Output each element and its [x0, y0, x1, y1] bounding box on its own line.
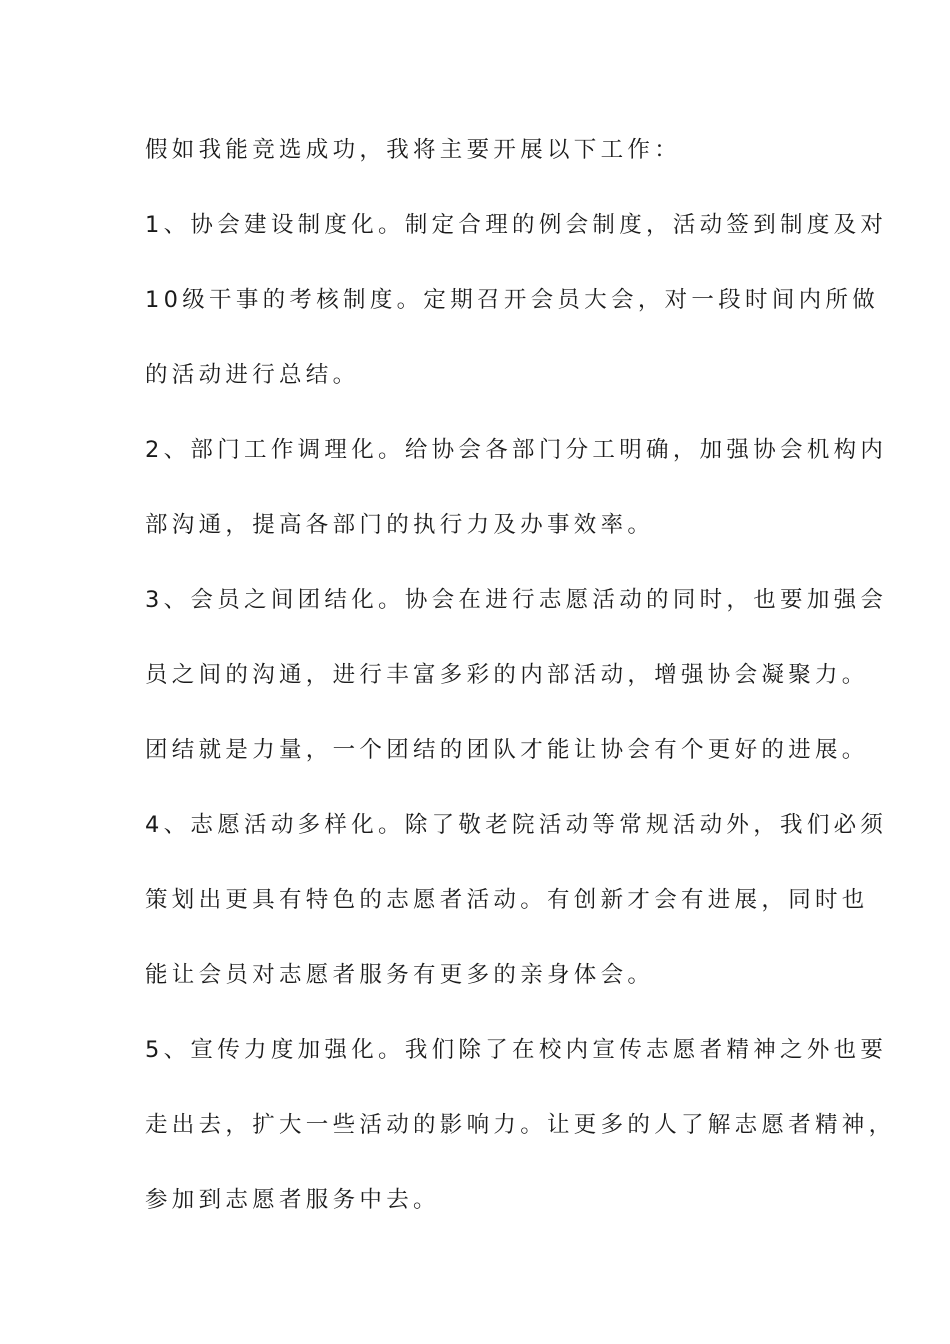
item-3-line-1: 3、会员之间团结化。协会在进行志愿活动的同时，也要加强会: [145, 587, 888, 613]
intro-line: 假如我能竞选成功，我将主要开展以下工作：: [145, 137, 682, 163]
item-2-line-1: 2、部门工作调理化。给协会各部门分工明确，加强协会机构内: [145, 437, 888, 463]
item-4-line-3: 能让会员对志愿者服务有更多的亲身体会。: [145, 962, 655, 988]
item-4-line-2: 策划出更具有特色的志愿者活动。有创新才会有进展，同时也: [145, 887, 869, 913]
item-3-line-2: 员之间的沟通，进行丰富多彩的内部活动，增强协会凝聚力。: [145, 662, 869, 688]
document-body: [145, 132, 896, 1257]
item-5-line-1: 5、宣传力度加强化。我们除了在校内宣传志愿者精神之外也要: [145, 1037, 888, 1063]
item-5-line-2: 走出去，扩大一些活动的影响力。让更多的人了解志愿者精神，: [145, 1112, 896, 1138]
item-1-line-3: 的活动进行总结。: [145, 362, 360, 388]
item-5-line-3: 参加到志愿者服务中去。: [145, 1187, 440, 1213]
item-4-line-1: 4、志愿活动多样化。除了敬老院活动等常规活动外，我们必须: [145, 812, 888, 838]
item-1-line-1: 1、协会建设制度化。制定合理的例会制度，活动签到制度及对: [145, 212, 888, 238]
item-3-line-3: 团结就是力量，一个团结的团队才能让协会有个更好的进展。: [145, 737, 869, 763]
item-2-line-2: 部沟通，提高各部门的执行力及办事效率。: [145, 512, 655, 538]
item-1-line-2: 10级干事的考核制度。定期召开会员大会，对一段时间内所做: [145, 287, 880, 313]
